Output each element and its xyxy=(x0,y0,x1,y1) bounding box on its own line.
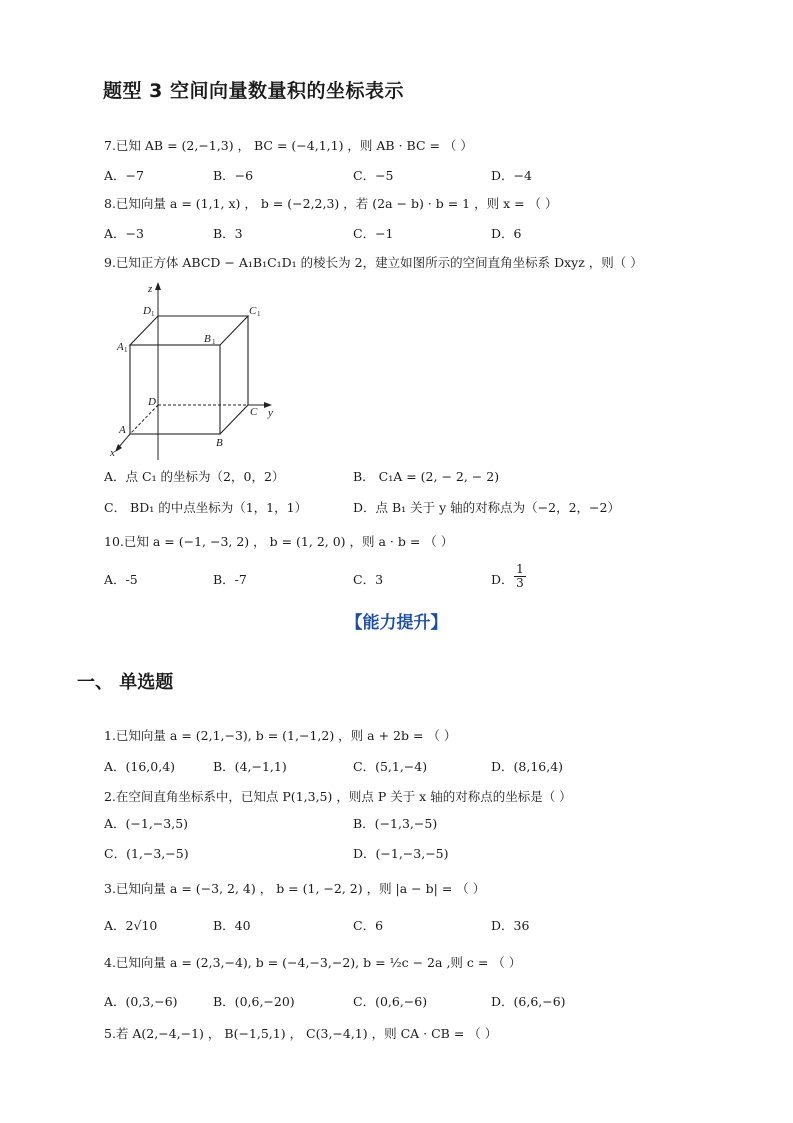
label-a1-sub: 1 xyxy=(124,346,128,354)
question-9-option-b: B． C₁A = (2, − 2, − 2) xyxy=(353,469,500,484)
question-8-stem: 8.已知向量 a = (1,1, x) ， b = (−2,2,3) ，若 (2a − b) · b = 1 ，则 x = （ ） xyxy=(104,196,558,211)
practice-3-option-a: A．2√10 xyxy=(104,918,158,933)
top-face xyxy=(130,316,248,345)
question-8-option-c: C．−1 xyxy=(353,226,394,241)
practice-1-option-a: A．(16,0,4) xyxy=(104,759,176,774)
z-axis-arrow xyxy=(155,282,161,290)
label-y: y xyxy=(268,407,273,419)
cube-coordinate-figure xyxy=(108,280,288,460)
question-10-stem: 10.已知 a = (−1, −3, 2) ， b = (1, 2, 0) ，则 a · b = （ ） xyxy=(104,534,454,549)
question-10-option-d: D． xyxy=(491,572,514,587)
practice-4-option-d: D．(6,6,−6) xyxy=(491,994,566,1009)
question-8-option-a: A．−3 xyxy=(104,226,144,241)
label-d: D xyxy=(148,396,156,408)
fraction-numerator: 1 xyxy=(516,562,524,576)
practice-2-option-a: A．(−1,−3,5) xyxy=(104,816,189,831)
label-b: B xyxy=(216,437,223,449)
label-d1-sub: 1 xyxy=(151,310,155,318)
edge-da xyxy=(130,405,158,434)
label-c1-sub: 1 xyxy=(257,310,261,318)
fraction-denominator: 3 xyxy=(514,576,526,590)
practice-4-option-b: B．(0,6,−20) xyxy=(213,994,295,1009)
practice-4-option-c: C．(0,6,−6) xyxy=(353,994,428,1009)
question-7-option-a: A．−7 xyxy=(104,168,144,183)
label-z: z xyxy=(148,283,153,295)
question-10-option-c: C．3 xyxy=(353,572,384,587)
question-9-stem: 9.已知正方体 ABCD − A₁B₁C₁D₁ 的棱长为 2，建立如图所示的空间直角坐标系 Dxyz ，则（ ） xyxy=(104,255,643,270)
edge-bc xyxy=(220,405,248,434)
practice-1-option-d: D．(8,16,4) xyxy=(491,759,564,774)
practice-5-stem: 5.若 A(2,−4,−1) ， B(−1,5,1) ， C(3,−4,1) ，则 CA · CB = （ ） xyxy=(104,1026,498,1041)
section-heading: 【能力提升】 xyxy=(345,613,448,633)
question-10-option-b: B．-7 xyxy=(213,572,247,587)
practice-1-option-b: B．(4,−1,1) xyxy=(213,759,287,774)
label-x: x xyxy=(110,447,115,459)
question-9-option-d: D．点 B₁ 关于 y 轴的对称点为（−2，2，−2） xyxy=(353,500,620,515)
page-title: 题型 3 空间向量数量积的坐标表示 xyxy=(103,80,404,102)
label-b1-sub: 1 xyxy=(212,338,216,346)
practice-2-stem: 2.在空间直角坐标系中，已知点 P(1,3,5) ，则点 P 关于 x 轴的对称点的坐标是（ ） xyxy=(104,789,572,804)
question-9-option-a: A．点 C₁ 的坐标为（2，0，2） xyxy=(104,469,285,484)
question-8-option-b: B．3 xyxy=(213,226,243,241)
practice-1-stem: 1.已知向量 a = (2,1,−3), b = (1,−1,2) ，则 a + 2b = （ ） xyxy=(104,728,457,743)
practice-2-option-c: C．(1,−3,−5) xyxy=(104,846,189,861)
question-10-option-a: A．-5 xyxy=(104,572,138,587)
question-8-option-d: D．6 xyxy=(491,226,522,241)
question-9-option-c: C． BD₁ 的中点坐标为（1，1，1） xyxy=(104,500,308,515)
question-7-option-c: C．−5 xyxy=(353,168,394,183)
label-b1: B xyxy=(204,333,211,345)
question-7-option-b: B．−6 xyxy=(213,168,254,183)
label-c1: C xyxy=(249,305,257,317)
practice-4-stem: 4.已知向量 a = (2,3,−4), b = (−4,−3,−2), b = ½c − 2a ,则 c = （ ） xyxy=(104,955,522,970)
label-a: A xyxy=(119,424,126,436)
subsection-heading: 一、 单选题 xyxy=(77,672,174,693)
question-7-stem: 7.已知 AB = (2,−1,3) ， BC = (−4,1,1) ，则 AB · BC = （ ） xyxy=(104,138,473,153)
label-c: C xyxy=(250,406,258,418)
practice-4-option-a: A．(0,3,−6) xyxy=(104,994,178,1009)
practice-3-option-b: B．40 xyxy=(213,918,251,933)
practice-3-option-c: C．6 xyxy=(353,918,384,933)
practice-2-option-b: B．(−1,3,−5) xyxy=(353,816,438,831)
practice-1-option-c: C．(5,1,−4) xyxy=(353,759,428,774)
fraction-one-third xyxy=(514,563,526,590)
question-7-option-d: D．−4 xyxy=(491,168,532,183)
practice-3-stem: 3.已知向量 a = (−3, 2, 4) ， b = (1, −2, 2) ，则 |a − b| = （ ） xyxy=(104,881,486,896)
label-a1: A xyxy=(117,341,124,353)
practice-2-option-d: D．(−1,−3,−5) xyxy=(353,846,449,861)
practice-3-option-d: D．36 xyxy=(491,918,530,933)
label-d1: D xyxy=(143,305,151,317)
